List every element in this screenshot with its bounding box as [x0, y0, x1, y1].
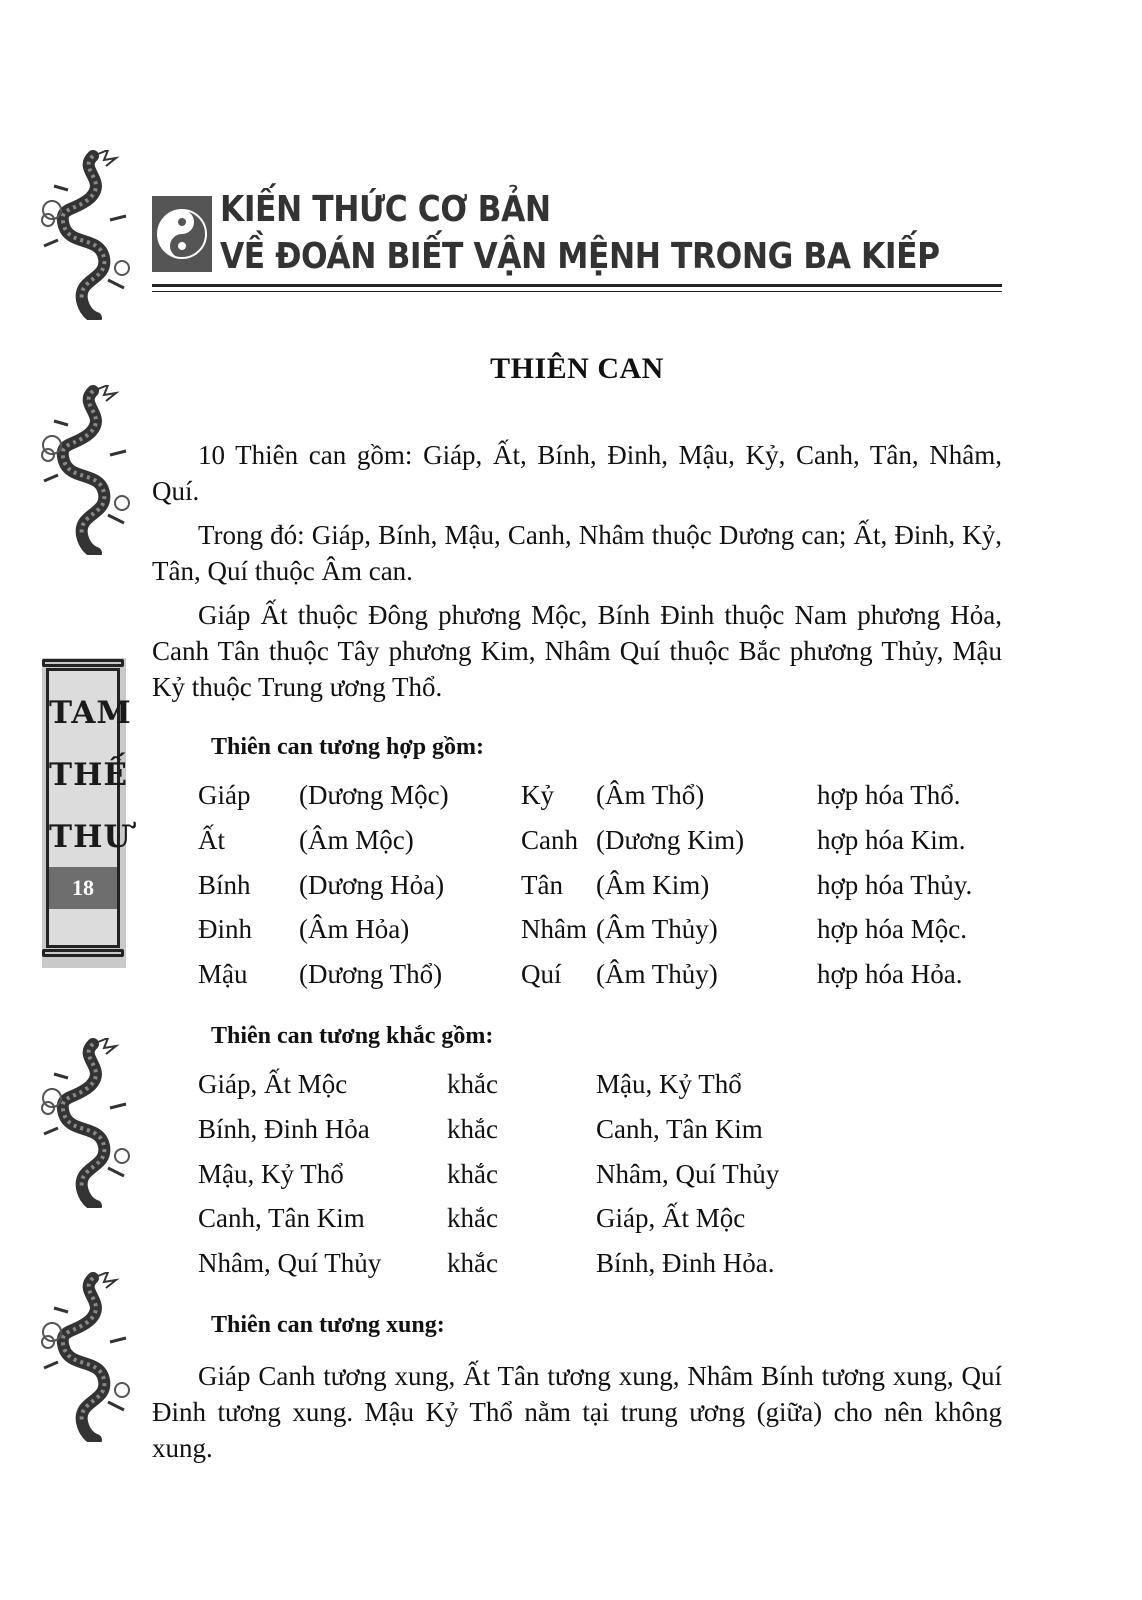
cell-element: (Dương Kim)	[596, 825, 745, 855]
cell-subject: Bính, Đinh Hỏa	[198, 1114, 370, 1144]
cell-subject: Giáp, Ất Mộc	[198, 1069, 348, 1099]
cell-element: (Âm Mộc)	[299, 825, 414, 855]
cell-stem: Kỷ	[521, 780, 554, 810]
table-row	[0, 1203, 1142, 1243]
cell-element: (Dương Thổ)	[299, 959, 443, 989]
chapter-title-line: VỀ ĐOÁN BIẾT VẬN MỆNH TRONG BA KIẾP	[220, 236, 940, 277]
cell-element: (Âm Thủy)	[596, 914, 718, 944]
cell-object: Mậu, Kỷ Thổ	[596, 1069, 742, 1099]
table-row	[0, 1159, 1142, 1199]
cell-element: (Dương Hỏa)	[299, 870, 445, 900]
cell-object: Canh, Tân Kim	[596, 1114, 763, 1144]
cell-stem: Ất	[198, 825, 225, 855]
subheading-khac: Thiên can tương khắc gồm:	[211, 1023, 494, 1049]
cell-result: hợp hóa Mộc.	[817, 914, 968, 944]
side-tab-word: TAM	[49, 695, 132, 731]
page-number: 18	[49, 867, 117, 909]
section-title: THIÊN CAN	[490, 352, 664, 385]
dragon-ornament-icon	[38, 1272, 130, 1442]
cell-subject: Nhâm, Quí Thủy	[198, 1248, 382, 1278]
cell-stem: Đinh	[198, 914, 252, 944]
cell-result: hợp hóa Thổ.	[817, 780, 961, 810]
cell-verb: khắc	[447, 1114, 498, 1144]
yin-yang-icon	[152, 196, 212, 272]
paragraph: 10 Thiên can gồm: Giáp, Ất, Bính, Đinh, Mậu, Kỷ, Canh, Tân, Nhâm, Quí.	[152, 440, 1002, 506]
cell-stem: Giáp	[198, 780, 251, 810]
paragraph: Giáp Canh tương xung, Ất Tân tương xung, Nhâm Bính tương xung, Quí Đinh tương xung. Mậu Kỷ Thổ nằm tại trung ương (giữa) cho nên không xung.	[152, 1361, 1002, 1463]
paragraph: Trong đó: Giáp, Bính, Mậu, Canh, Nhâm thuộc Dương can; Ất, Đinh, Kỷ, Tân, Quí thuộc Âm can.	[152, 520, 1002, 586]
cell-verb: khắc	[447, 1069, 498, 1099]
table-row	[0, 1114, 1142, 1154]
side-tab-word: THẾ	[49, 757, 128, 793]
cell-element: (Âm Thủy)	[596, 959, 718, 989]
dragon-ornament-icon	[38, 150, 130, 320]
table-row	[0, 870, 1142, 910]
subheading-hop: Thiên can tương hợp gồm:	[211, 734, 485, 760]
cell-verb: khắc	[447, 1248, 498, 1278]
cell-object: Giáp, Ất Mộc	[596, 1203, 746, 1233]
table-row	[0, 780, 1142, 820]
cell-result: hợp hóa Thủy.	[817, 870, 973, 900]
cell-stem: Nhâm	[521, 914, 587, 944]
cell-subject: Canh, Tân Kim	[198, 1203, 365, 1233]
table-row	[0, 825, 1142, 865]
cell-stem: Tân	[521, 870, 563, 900]
cell-result: hợp hóa Hỏa.	[817, 959, 963, 989]
dragon-ornament-icon	[38, 385, 130, 555]
cell-element: (Âm Thổ)	[596, 780, 705, 810]
cell-verb: khắc	[447, 1159, 498, 1189]
cell-object: Nhâm, Quí Thủy	[596, 1159, 780, 1189]
chapter-title-line: KIẾN THỨC CƠ BẢN	[220, 189, 551, 230]
cell-stem: Canh	[521, 825, 578, 855]
table-row	[0, 1248, 1142, 1288]
table-row	[0, 914, 1142, 954]
chapter-title	[220, 186, 940, 280]
table-row	[0, 959, 1142, 999]
cell-verb: khắc	[447, 1203, 498, 1233]
cell-stem: Quí	[521, 959, 562, 989]
paragraph: Giáp Ất thuộc Đông phương Mộc, Bính Đinh thuộc Nam phương Hỏa, Canh Tân thuộc Tây phương Kim, Nhâm Quí thuộc Bắc phương Thủy, Mậu Kỷ thuộc Trung ương Thổ.	[152, 600, 1002, 702]
cell-object: Bính, Đinh Hỏa.	[596, 1248, 775, 1278]
header-divider	[152, 291, 1002, 292]
cell-element: (Âm Kim)	[596, 870, 710, 900]
cell-element: (Âm Hỏa)	[299, 914, 410, 944]
cell-stem: Mậu	[198, 959, 248, 989]
cell-stem: Bính	[198, 870, 251, 900]
cell-result: hợp hóa Kim.	[817, 825, 966, 855]
table-row	[0, 1069, 1142, 1109]
subheading-xung: Thiên can tương xung:	[211, 1312, 445, 1338]
header-divider	[152, 284, 1002, 287]
cell-subject: Mậu, Kỷ Thổ	[198, 1159, 344, 1189]
side-tab-word: THƯ	[49, 819, 132, 855]
cell-element: (Dương Mộc)	[299, 780, 449, 810]
